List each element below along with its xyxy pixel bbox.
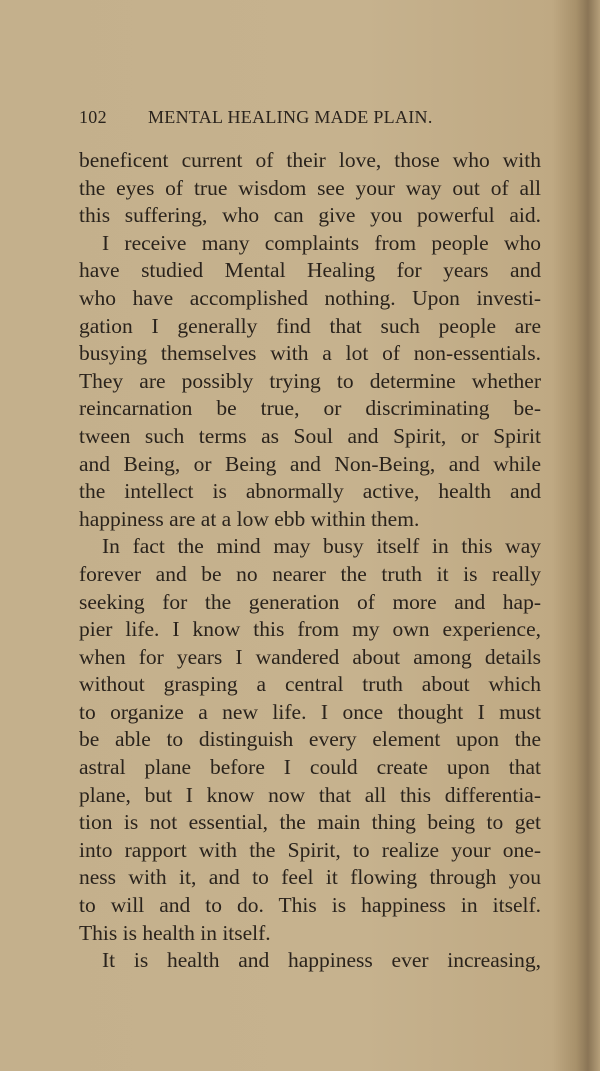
- text-line: the intellect is abnormally active, health and: [79, 479, 541, 504]
- text-line: without grasping a central truth about which: [79, 672, 541, 697]
- text-line: astral plane before I could create upon that: [79, 755, 541, 780]
- text-line: be able to distinguish every element upon the: [79, 727, 541, 752]
- text-line: They are possibly trying to determine whether: [79, 368, 541, 393]
- text-line: ness with it, and to feel it flowing through you: [79, 865, 541, 890]
- text-line: when for years I wandered about among details: [79, 644, 541, 669]
- text-line: reincarnation be true, or discriminating be-: [79, 396, 541, 421]
- text-line: to will and to do. This is happiness in itself.: [79, 893, 541, 918]
- text-line: who have accomplished nothing. Upon investi-: [79, 285, 541, 310]
- text-line: seeking for the generation of more and hap-: [79, 589, 541, 614]
- text-line: tion is not essential, the main thing being to get: [79, 810, 541, 835]
- text-line: forever and be no nearer the truth it is really: [79, 561, 541, 586]
- text-line: beneficent current of their love, those who with: [79, 148, 541, 172]
- text-line: tween such terms as Soul and Spirit, or Spirit: [79, 423, 541, 448]
- text-line: In fact the mind may busy itself in this way: [102, 534, 541, 559]
- text-line: gation I generally find that such people are: [79, 313, 541, 338]
- text-line: This is health in itself.: [79, 920, 271, 945]
- text-line: happiness are at a low ebb within them.: [79, 506, 420, 531]
- text-line: It is health and happiness ever increasing,: [102, 948, 541, 973]
- text-line: the eyes of true wisdom see your way out of all: [79, 175, 541, 200]
- page-body-text: [79, 147, 541, 975]
- page-number: 102: [79, 107, 107, 127]
- text-line: this suffering, who can give you powerful aid.: [79, 203, 541, 228]
- text-line: into rapport with the Spirit, to realize your one-: [79, 837, 541, 862]
- text-line: busying themselves with a lot of non-essentials.: [79, 341, 541, 366]
- text-line: pier life. I know this from my own experience,: [79, 617, 541, 642]
- text-line: to organize a new life. I once thought I must: [79, 699, 541, 724]
- running-title: MENTAL HEALING MADE PLAIN.: [148, 107, 433, 127]
- text-line: and Being, or Being and Non-Being, and while: [79, 451, 541, 476]
- text-line: plane, but I know now that all this differentia-: [79, 782, 541, 807]
- text-line: have studied Mental Healing for years and: [79, 258, 541, 283]
- text-line: I receive many complaints from people who: [102, 230, 541, 255]
